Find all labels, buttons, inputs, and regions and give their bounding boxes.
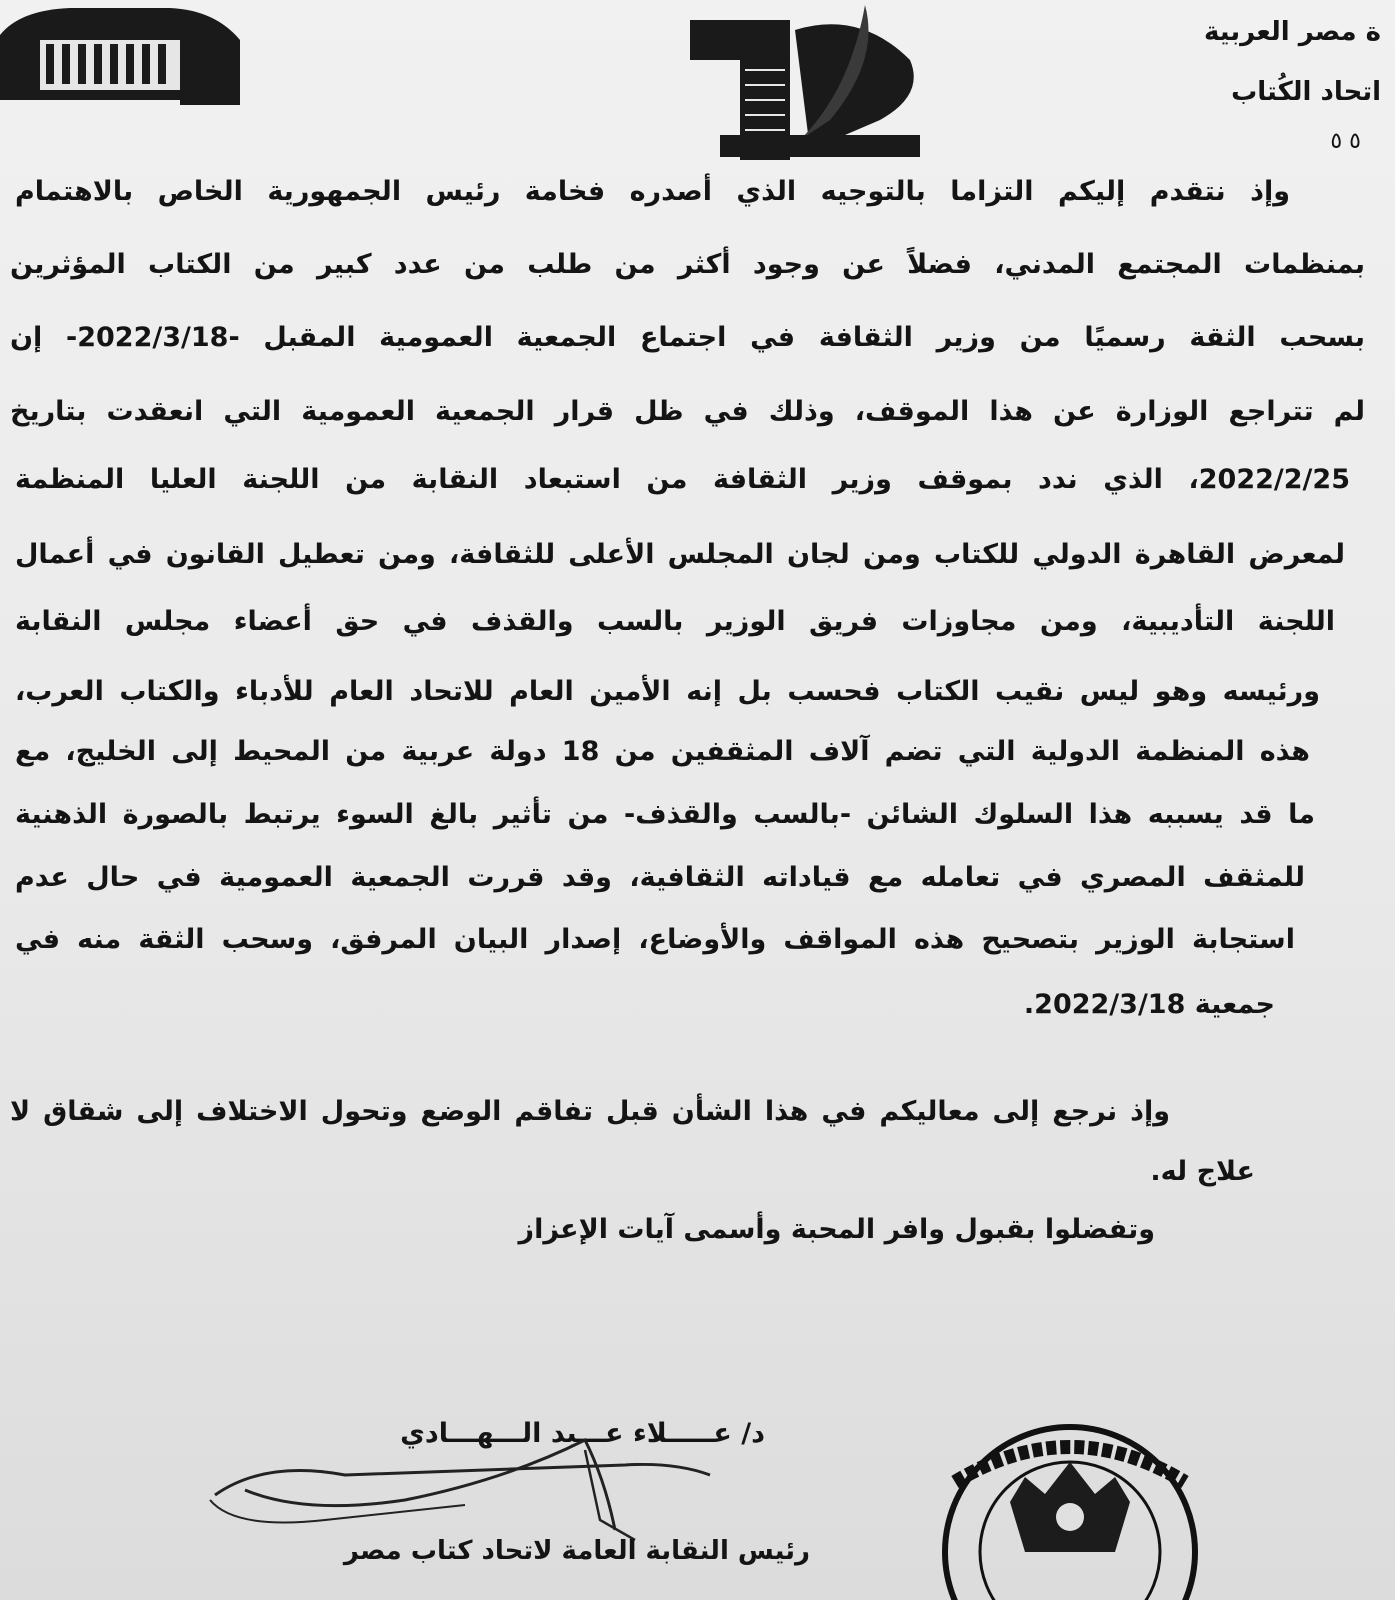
body-line: بسحب الثقة رسميًا من وزير الثقافة في اجتماع الجمعية العمومية المقبل -2022/3/18- إن bbox=[10, 322, 1365, 353]
body-line: جمعية 2022/3/18. bbox=[1023, 989, 1275, 1020]
body-line: 2022/2/25، الذي ندد بموقف وزير الثقافة من استبعاد النقابة من اللجنة العليا المنظمة bbox=[15, 464, 1350, 495]
body-line: استجابة الوزير بتصحيح هذه المواقف والأوضاع، إصدار البيان المرفق، وسحب الثقة منه في bbox=[15, 924, 1295, 955]
body-line: لمعرض القاهرة الدولي للكتاب ومن لجان المجلس الأعلى للثقافة، ومن تعطيل القانون في أعمال bbox=[15, 539, 1345, 570]
body-line: لم تتراجع الوزارة عن هذا الموقف، وذلك في ظل قرار الجمعية العمومية التي انعقدت بتاريخ bbox=[10, 396, 1365, 427]
body-line: ما قد يسببه هذا السلوك الشائن -بالسب والقذف- من تأثير بالغ السوء يرتبط بالصورة الذهنية bbox=[15, 799, 1315, 830]
signatory-name: د/ عـــــلاء عـــبد الـــهـــادي bbox=[400, 1418, 765, 1449]
signatory-title: رئيس النقابة العامة لاتحاد كتاب مصر bbox=[343, 1536, 810, 1566]
body-line: وإذ نرجع إلى معاليكم في هذا الشأن قبل تفاقم الوضع وتحول الاختلاف إلى شقاق لا bbox=[10, 1096, 1170, 1127]
letterhead-number: ٥ ٥ bbox=[1330, 129, 1361, 154]
body-line: وإذ نتقدم إليكم التزاما بالتوجيه الذي أصدره فخامة رئيس الجمهورية الخاص بالاهتمام bbox=[15, 176, 1290, 207]
body-line: اللجنة التأديبية، ومن مجاوزات فريق الوزير بالسب والقذف في حق أعضاء مجلس النقابة bbox=[15, 606, 1335, 637]
official-seal-stamp bbox=[915, 1422, 1225, 1600]
letterhead-union: اتحاد الكُتاب bbox=[1231, 77, 1381, 107]
body-line: علاج له. bbox=[1150, 1156, 1255, 1187]
body-line: للمثقف المصري في تعامله مع قياداته الثقافية، وقد قررت الجمعية العمومية في حال عدم bbox=[15, 862, 1305, 893]
body-line: ورئيسه وهو ليس نقيب الكتاب فحسب بل إنه الأمين العام للاتحاد العام للأدباء والكتاب العرب، bbox=[15, 676, 1320, 707]
closing-line: وتفضلوا بقبول وافر المحبة وأسمى آيات الإعزاز bbox=[518, 1214, 1155, 1245]
body-line: هذه المنظمة الدولية التي تضم آلاف المثقفين من 18 دولة عربية من المحيط إلى الخليج، مع bbox=[15, 736, 1311, 767]
letterhead-country: ة مصر العربية bbox=[1203, 17, 1381, 47]
body-line: بمنظمات المجتمع المدني، فضلاً عن وجود أكثر من طلب من عدد كبير من الكتاب المؤثرين bbox=[10, 249, 1365, 280]
